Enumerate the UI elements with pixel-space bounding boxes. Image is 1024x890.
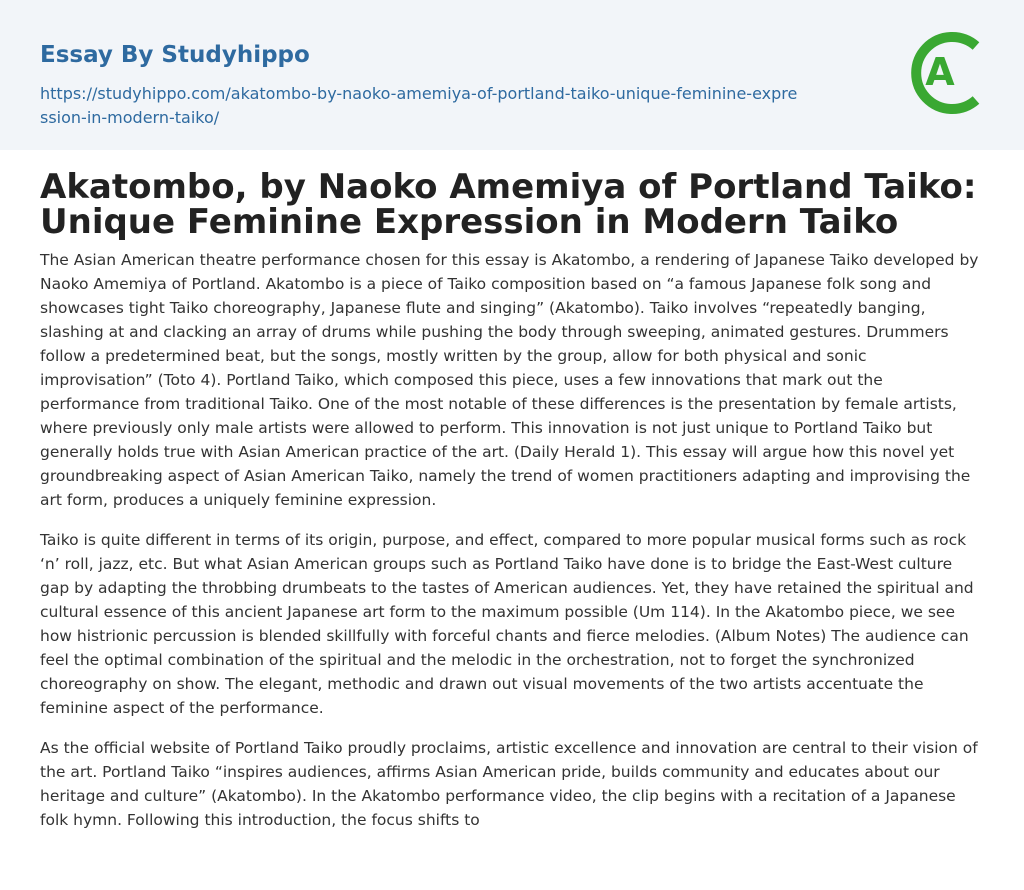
essay-title: Akatombo, by Naoko Amemiya of Portland Taiko: Unique Feminine Expression in Modern Taiko	[40, 167, 977, 242]
essay-paragraph-2: Taiko is quite different in terms of its origin, purpose, and effect, compared to more popular musical forms such as rock ‘n’ roll, jazz, etc. But what Asian American groups such as Portland Taiko have done is to bridge the East-West culture gap by adapting the throbbing drumbeats to the tastes of American audiences. Yet, they have retained the spiritual and cultural essence of this ancient Japanese art form to the maximum possible (Um 114). In the Akatombo piece, we see how histrionic percussion is blended skillfully with forceful chants and fierce melodies. (Album Notes) The audience can feel the optimal combination of the spiritual and the melodic in the orchestration, not to forget the synchronized choreography on show. The elegant, methodic and drawn out visual movements of the two artists accentuate the feminine aspect of the performance.	[40, 531, 974, 717]
site-header	[0, 0, 1024, 150]
essay-content	[40, 167, 984, 848]
essay-paragraph-3: As the official website of Portland Taiko proudly proclaims, artistic excellence and innovation are central to their vision of the art. Portland Taiko “inspires audiences, affirms Asian American pride, builds community and educates about our heritage and culture” (Akatombo). In the Akatombo performance video, the clip begins with a recitation of a Japanese folk hymn. Following this introduction, the focus shifts to	[40, 739, 978, 829]
studyhippo-logo-icon[interactable]	[910, 28, 988, 118]
essay-paragraph-1: The Asian American theatre performance chosen for this essay is Akatombo, a rendering of Japanese Taiko developed by Naoko Amemiya of Portland. Akatombo is a piece of Taiko composition based on “a famous Japanese folk song and showcases tight Taiko choreography, Japanese flute and singing” (Akatombo). Taiko involves “repeatedly banging, slashing at and clacking an array of drums while pushing the body through sweeping, animated gestures. Drummers follow a predetermined beat, but the songs, mostly written by the group, allow for both physical and sonic improvisation” (Toto 4). Portland Taiko, which composed this piece, uses a few innovations that mark out the performance from traditional Taiko. One of the most notable of these differences is the presentation by female artists, where previously only male artists were allowed to perform. This innovation is not just unique to Portland Taiko but generally holds true with Asian American practice of the art. (Daily Herald 1). This essay will argue how this novel yet groundbreaking aspect of Asian American Taiko, namely the trend of women practitioners adapting and improvising the art form, produces a uniquely feminine expression.	[40, 251, 979, 509]
logo-letter: A	[925, 50, 955, 94]
brand-title[interactable]: Essay By Studyhippo	[40, 42, 310, 68]
source-url-link[interactable]: https://studyhippo.com/akatombo-by-naoko-amemiya-of-portland-taiko-unique-feminine-expression-in-modern-taiko/	[40, 84, 798, 127]
